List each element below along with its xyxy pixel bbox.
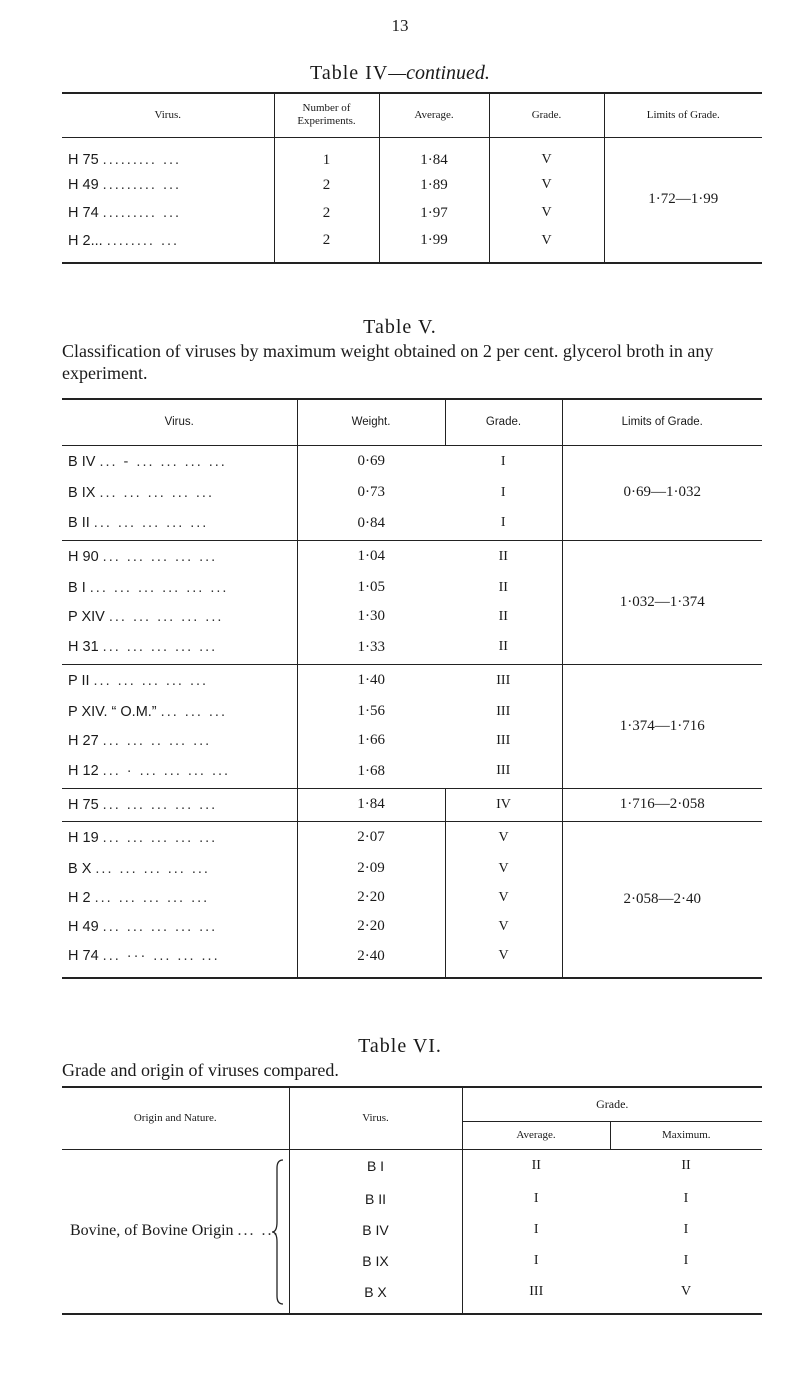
table-iv-header-limits: Limits of Grade. xyxy=(604,93,762,137)
virus-cell: H 90 ... ... ... ... ... xyxy=(62,540,297,573)
weight-cell: 2·20 xyxy=(297,912,445,941)
virus-cell: H 12 ... · ... ... ... ... xyxy=(68,763,231,780)
limits-cell: 1·032—1·374 xyxy=(562,540,762,664)
weight-cell: 1·40 xyxy=(297,664,445,697)
weight-cell: 1·68 xyxy=(297,755,445,788)
grade-cell: V xyxy=(445,883,562,912)
maximum-cell: I xyxy=(683,1221,689,1237)
virus-cell: B I xyxy=(289,1149,462,1183)
page-number: 13 xyxy=(391,16,409,35)
virus-cell: B X xyxy=(289,1276,462,1314)
table-iv-caption xyxy=(0,62,800,85)
virus-cell: H 75 ... ... ... ... ... xyxy=(62,788,297,821)
virus-cell: H 75 ......... ... xyxy=(68,152,182,169)
grade-cell: I xyxy=(500,453,506,469)
table-row xyxy=(62,821,762,854)
weight-cell: 2·20 xyxy=(297,883,445,912)
average-cell: I xyxy=(462,1214,610,1245)
table-iv-continued: —continued. xyxy=(388,62,490,84)
virus-cell: H 2... ........ ... xyxy=(68,232,180,249)
virus-cell: H 74 ......... ... xyxy=(68,205,182,221)
table-row xyxy=(62,540,762,573)
table-vi-header xyxy=(62,1087,762,1121)
experiments-cell: 2 xyxy=(274,199,379,227)
weight-cell: 2·09 xyxy=(297,854,445,883)
limits-cell: 1·374—1·716 xyxy=(562,664,762,788)
average-cell: 1·84 xyxy=(379,137,489,171)
grade-cell: V xyxy=(445,854,562,883)
grade-cell: III xyxy=(496,763,511,779)
average-cell: I xyxy=(462,1183,610,1214)
table-vi-description: Grade and origin of viruses compared. xyxy=(62,1060,339,1080)
grade-cell: I xyxy=(500,515,506,531)
table-vi-header-origin: Origin and Nature. xyxy=(62,1087,289,1149)
table-v-header xyxy=(62,399,762,445)
table-row xyxy=(62,1149,762,1183)
virus-cell: B IV ... - ... ... ... ... xyxy=(68,453,227,470)
table-iv-header-grade: Grade. xyxy=(489,93,604,137)
grade-cell: V xyxy=(445,821,562,854)
limits-cell: 1·716—2·058 xyxy=(562,788,762,821)
weight-cell: 1·66 xyxy=(297,726,445,755)
virus-cell: B II ... ... ... ... ... xyxy=(68,515,209,532)
grade-cell: V xyxy=(489,137,604,171)
weight-cell: 2·40 xyxy=(297,941,445,978)
weight-cell: 1·05 xyxy=(297,573,445,602)
virus-cell: P XIV. “ O.M.” ... ... ... xyxy=(68,703,227,720)
table-vi-header-maximum: Maximum. xyxy=(610,1121,762,1149)
table-v xyxy=(62,398,762,979)
weight-cell: 0·69 xyxy=(297,445,445,478)
average-cell: 1·99 xyxy=(379,227,489,263)
origin-label: Bovine, of Bovine Origin ... ... xyxy=(70,1221,280,1239)
table-vi-header-virus: Virus. xyxy=(289,1087,462,1149)
table-row xyxy=(62,788,762,821)
virus-cell: H 49 ......... ... xyxy=(68,177,182,193)
table-v-caption: Table V. xyxy=(363,316,437,338)
table-v-header-limits: Limits of Grade. xyxy=(562,399,762,445)
table-row xyxy=(62,137,762,171)
virus-cell: P II ... ... ... ... ... xyxy=(62,664,297,697)
table-vi-header-grade: Grade. xyxy=(462,1087,762,1121)
experiments-cell: 1 xyxy=(274,137,379,171)
virus-cell: B I ... ... ... ... ... ... xyxy=(68,579,229,596)
limits-cell: 0·69—1·032 xyxy=(562,445,762,540)
table-iv-header-virus: Virus. xyxy=(62,93,274,137)
grade-cell: IV xyxy=(445,788,562,821)
table-v-header-weight: Weight. xyxy=(297,399,445,445)
table-row xyxy=(62,664,762,697)
table-vi-header-average: Average. xyxy=(462,1121,610,1149)
table-iv-header-experiments: Number of Experiments. xyxy=(274,93,379,137)
maximum-cell: V xyxy=(680,1283,692,1299)
weight-cell: 2·07 xyxy=(297,821,445,854)
weight-cell: 0·73 xyxy=(297,478,445,507)
average-cell: II xyxy=(462,1149,610,1183)
weight-cell: 1·56 xyxy=(297,697,445,726)
table-row xyxy=(62,445,762,478)
grade-cell: III xyxy=(496,703,511,719)
grade-cell: I xyxy=(500,484,506,500)
grade-cell: II xyxy=(445,540,562,573)
grade-cell: III xyxy=(496,732,511,748)
virus-cell: H 27 ... ... .. ... ... xyxy=(68,732,212,749)
virus-cell: B IX ... ... ... ... ... xyxy=(68,484,214,501)
weight-cell: 0·84 xyxy=(297,507,445,540)
grade-cell: II xyxy=(498,608,508,624)
grade-cell: V xyxy=(489,227,604,263)
grade-cell: III xyxy=(445,664,562,697)
origin-cell xyxy=(62,1149,289,1314)
virus-cell: H 31 ... ... ... ... ... xyxy=(68,639,218,656)
grade-cell: II xyxy=(498,639,508,655)
weight-cell: 1·30 xyxy=(297,602,445,631)
average-cell: 1·97 xyxy=(379,199,489,227)
maximum-cell: II xyxy=(681,1158,691,1174)
grade-cell: II xyxy=(498,579,508,595)
weight-cell: 1·84 xyxy=(297,788,445,821)
virus-cell: B IX xyxy=(289,1245,462,1276)
virus-cell: H 49 ... ... ... ... ... xyxy=(68,918,218,935)
virus-cell: P XIV ... ... ... ... ... xyxy=(68,608,224,625)
grade-cell: V xyxy=(489,199,604,227)
table-v-header-virus: Virus. xyxy=(62,399,297,445)
virus-cell: B II xyxy=(289,1183,462,1214)
grade-cell: V xyxy=(489,171,604,199)
maximum-cell: I xyxy=(683,1190,689,1206)
table-v-header-grade: Grade. xyxy=(445,399,562,445)
grade-cell: V xyxy=(445,941,562,978)
table-v-description: Classification of viruses by maximum weight obtained on 2 per cent. glycerol broth in any experiment. xyxy=(62,341,714,383)
table-iv-header xyxy=(62,93,762,137)
limits-cell: 1·72—1·99 xyxy=(604,137,762,263)
virus-cell: B IV xyxy=(289,1214,462,1245)
weight-cell: 1·04 xyxy=(297,540,445,573)
virus-cell: H 19 ... ... ... ... ... xyxy=(62,821,297,854)
table-iv xyxy=(62,92,762,264)
virus-cell: H 74 ... ··· ... ... ... xyxy=(68,948,220,964)
limits-cell: 2·058—2·40 xyxy=(562,821,762,978)
average-cell: I xyxy=(462,1245,610,1276)
maximum-cell: I xyxy=(683,1252,689,1268)
experiments-cell: 2 xyxy=(274,171,379,199)
table-vi xyxy=(62,1086,762,1315)
brace-icon xyxy=(271,1158,285,1306)
table-iv-header-average: Average. xyxy=(379,93,489,137)
virus-cell: B X ... ... ... ... ... xyxy=(68,860,210,877)
table-vi-caption: Table VI. xyxy=(358,1035,442,1057)
grade-cell: V xyxy=(445,912,562,941)
experiments-cell: 2 xyxy=(274,227,379,263)
table-iv-title: Table IV xyxy=(310,62,389,84)
weight-cell: 1·33 xyxy=(297,631,445,664)
virus-cell: H 2 ... ... ... ... ... xyxy=(68,889,210,906)
average-cell: III xyxy=(462,1276,610,1314)
average-cell: 1·89 xyxy=(379,171,489,199)
